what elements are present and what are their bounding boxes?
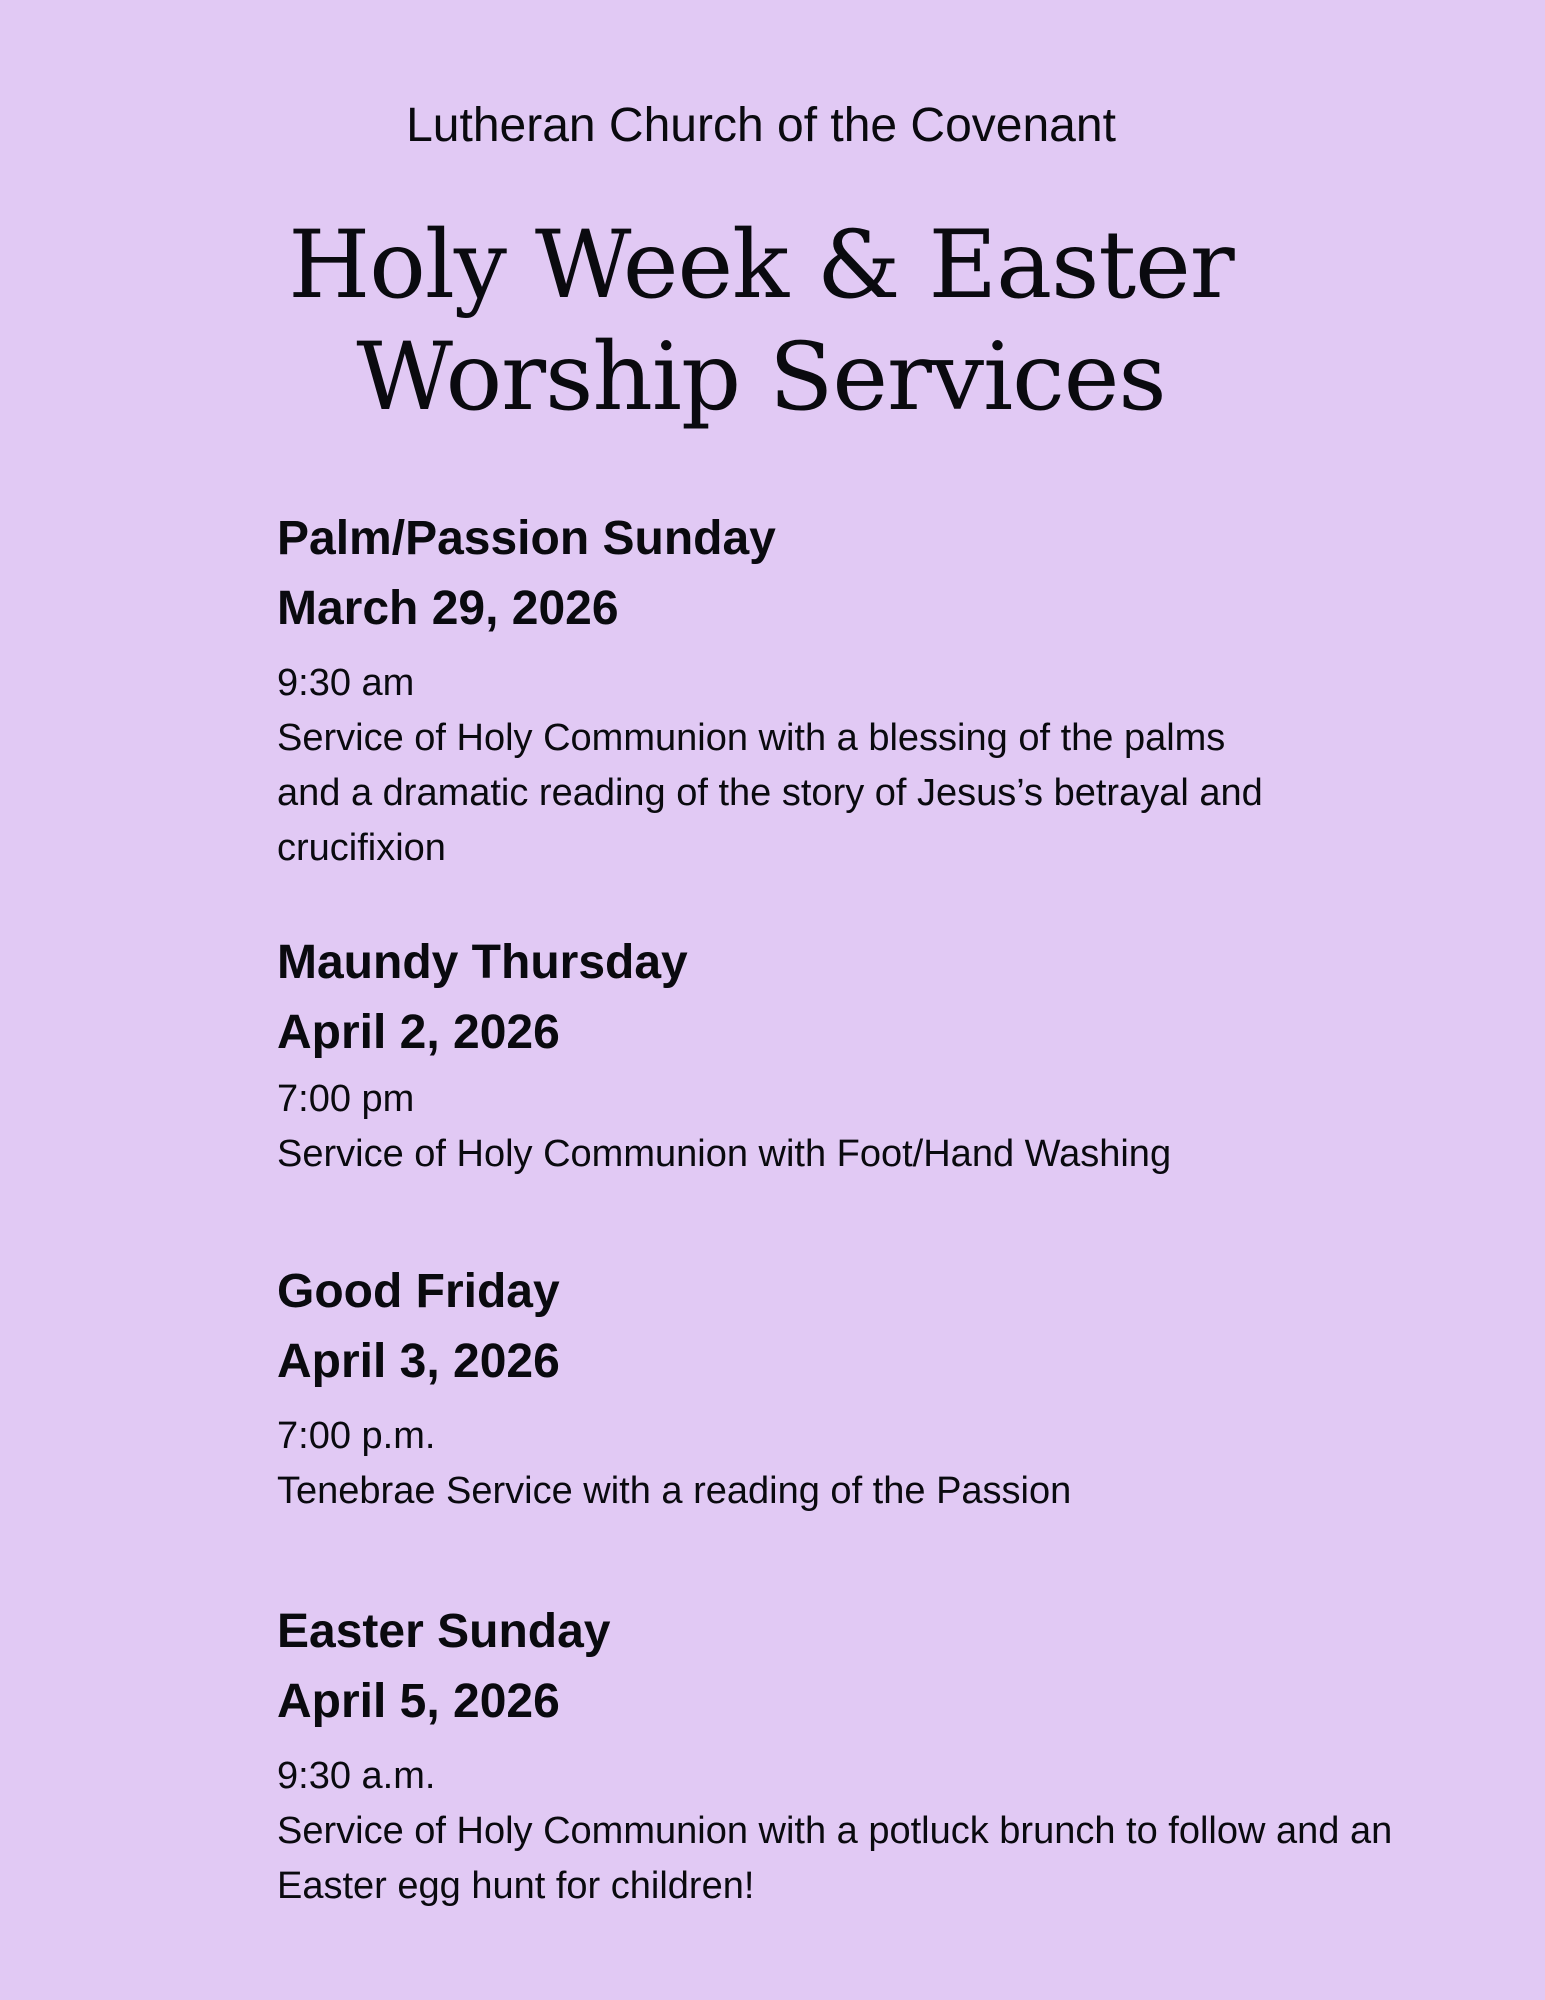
service-name: Good Friday: [277, 1265, 560, 1318]
page-title-line-1: Holy Week & Easter: [288, 211, 1234, 320]
service-easter-sunday: [277, 1597, 1477, 1914]
service-palm-sunday: [277, 504, 1477, 876]
church-name: Lutheran Church of the Covenant: [406, 99, 1116, 152]
service-date: April 5, 2026: [277, 1675, 560, 1728]
service-date: April 3, 2026: [277, 1335, 560, 1388]
page-title-line-2: Worship Services: [356, 323, 1166, 432]
service-name: Easter Sunday: [277, 1605, 611, 1658]
service-description: Tenebrae Service with a reading of the Passion: [277, 1470, 1072, 1512]
page-title: [0, 210, 1522, 434]
service-date: April 2, 2026: [277, 1006, 560, 1059]
service-description: Service of Holy Communion with Foot/Hand Washing: [277, 1133, 1172, 1175]
service-name: Palm/Passion Sunday: [277, 512, 776, 565]
service-description: Service of Holy Communion with a blessing of the palms and a dramatic reading of the story of Jesus’s betrayal and crucifixion: [277, 717, 1263, 869]
service-time: 7:00 pm: [277, 1078, 415, 1120]
service-name: Maundy Thursday: [277, 936, 688, 989]
service-time: 9:30 a.m.: [277, 1755, 436, 1797]
service-time: 7:00 p.m.: [277, 1415, 436, 1457]
service-maundy-thursday: [277, 928, 1477, 1182]
service-time: 9:30 am: [277, 662, 415, 704]
service-good-friday: [277, 1257, 1477, 1519]
service-description: Service of Holy Communion with a potluck brunch to follow and an Easter egg hunt for children!: [277, 1810, 1393, 1907]
service-date: March 29, 2026: [277, 582, 619, 635]
